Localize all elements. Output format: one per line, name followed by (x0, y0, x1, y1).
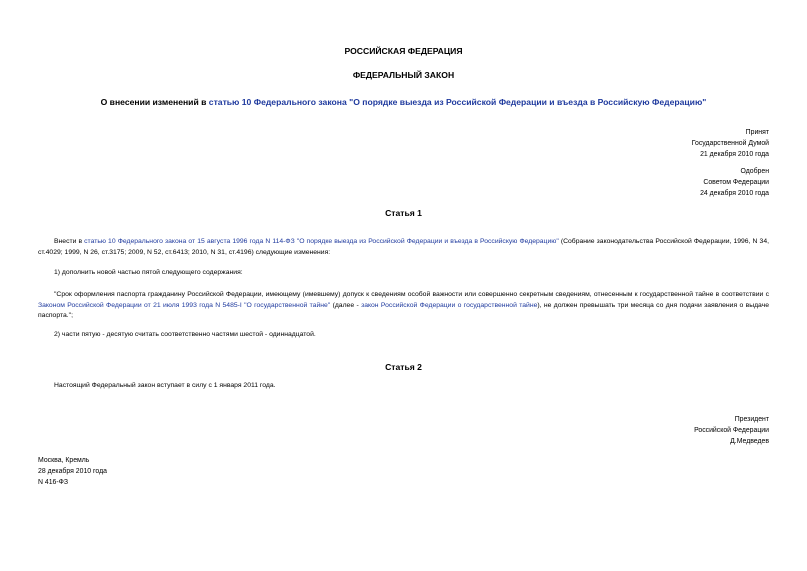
signature-line3: Д.Медведев (730, 438, 769, 445)
a1p1-link[interactable]: статью 10 Федерального закона от 15 августа 1996 года N 114-ФЗ "О порядке выезда из Российской Федерации и въезда в Российскую Федерацию" (84, 238, 559, 245)
a1p3-c: ), не должен превышать три месяца со дня подачи заявления о выдаче паспорта."; (38, 301, 770, 320)
article2-paragraph1: Настоящий Федеральный закон вступает в силу с 1 января 2011 года. (54, 382, 276, 389)
article2-heading: Статья 2 (385, 362, 422, 372)
country-heading: РОССИЙСКАЯ ФЕДЕРАЦИЯ (344, 46, 463, 56)
article1-heading: Статья 1 (385, 208, 422, 218)
article1-paragraph4: 2) части пятую - десятую считать соответственно частями шестой - одиннадцатой. (54, 331, 316, 338)
approved-block (700, 166, 769, 199)
signature-line2: Российской Федерации (694, 427, 769, 434)
article1-paragraph3 (38, 290, 769, 322)
signature-block (694, 414, 769, 447)
a1p3-link2[interactable]: закон Российской Федерации о государственной тайне (361, 301, 538, 309)
article1-paragraph1 (38, 237, 769, 258)
adopted-line3: 21 декабря 2010 года (700, 151, 769, 158)
signature-line1: Президент (734, 416, 769, 423)
adopted-line1: Принят (745, 129, 769, 136)
a1p3-link1[interactable]: Законом Российской Федерации от 21 июля 1993 года N 5485-I "О государственной тайне" (38, 301, 331, 309)
approved-line2: Советом Федерации (703, 179, 769, 186)
law-title (0, 97, 807, 107)
approved-line3: 24 декабря 2010 года (700, 190, 769, 197)
a1p1-suffix: (Собрание законодательства Российской Федерации, 1996, N 34, ст.4029; 1999, N 26, ст.3175; 2009, N 52, ст.6413; 2010, N 31, ст.4196) следующие изменения: (38, 238, 769, 256)
law-title-link[interactable]: статью 10 Федерального закона "О порядке выезда из Российской Федерации и въезда в Российскую Федерацию" (208, 97, 707, 107)
law-title-prefix: О внесении изменений в (100, 97, 209, 107)
place-line3: N 416-ФЗ (38, 479, 69, 486)
place-line2: 28 декабря 2010 года (38, 468, 107, 475)
place-line1: Москва, Кремль (38, 457, 90, 464)
a1p3-b: (далее - (330, 301, 362, 309)
place-date-block (38, 455, 107, 488)
adopted-line2: Государственной Думой (691, 140, 769, 147)
a1p3-a: "Срок оформления паспорта гражданину Российской Федерации, имеющему (имевшему) допуск к сведениям особой важности или совершенно секретным сведениям, отнесенным к государственной тайне в соответствии с (54, 291, 769, 298)
article1-paragraph2: 1) дополнить новой частью пятой следующего содержания: (54, 269, 243, 276)
adopted-block (692, 127, 769, 160)
a1p1-prefix: Внести в (54, 238, 85, 245)
approved-line1: Одобрен (740, 168, 769, 175)
law-type-heading: ФЕДЕРАЛЬНЫЙ ЗАКОН (352, 70, 455, 80)
